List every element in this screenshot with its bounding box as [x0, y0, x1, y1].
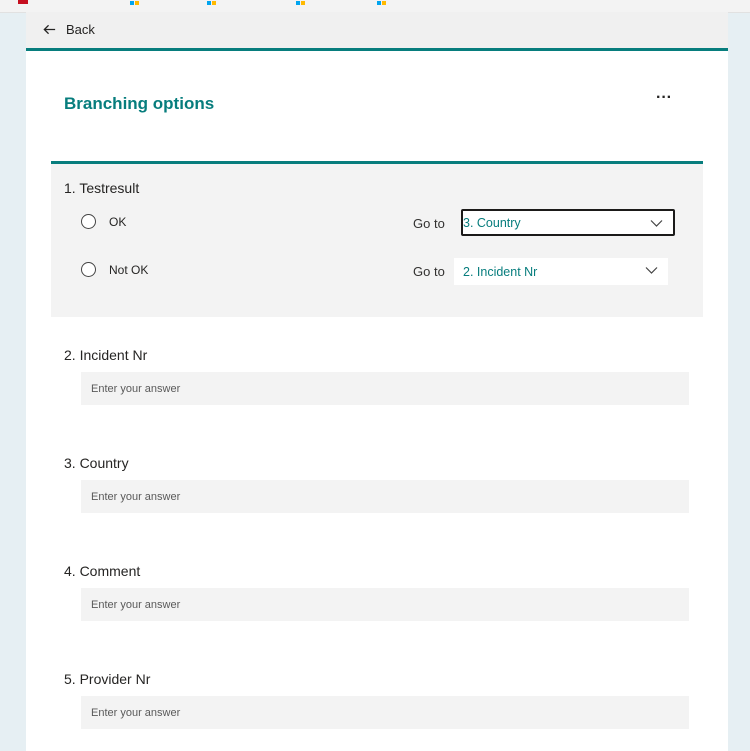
- option-label-not-ok: Not OK: [109, 263, 149, 277]
- arrow-left-icon: [42, 22, 57, 37]
- answer-input-country[interactable]: Enter your answer: [81, 480, 689, 513]
- question-title-country: 3. Country: [64, 455, 129, 471]
- microsoft-icon[interactable]: [130, 0, 140, 6]
- radio-not-ok[interactable]: [81, 262, 96, 277]
- answer-input-comment[interactable]: Enter your answer: [81, 588, 689, 621]
- goto-label: Go to: [413, 216, 445, 231]
- question-title-comment: 4. Comment: [64, 563, 141, 579]
- goto-select-value: 3. Country: [463, 215, 521, 230]
- form-card: [26, 48, 728, 751]
- back-bar: [26, 12, 728, 48]
- option-label-ok: OK: [109, 215, 127, 229]
- radio-ok[interactable]: [81, 214, 96, 229]
- goto-select-value: 2. Incident Nr: [463, 264, 538, 279]
- answer-input-provider-nr[interactable]: Enter your answer: [81, 696, 689, 729]
- goto-label: Go to: [413, 264, 445, 279]
- question-title: 1. Testresult: [64, 180, 140, 196]
- answer-input-incident-nr[interactable]: Enter your answer: [81, 372, 689, 405]
- question-card-testresult: [51, 161, 703, 317]
- question-title-provider-nr: 5. Provider Nr: [64, 671, 151, 687]
- goto-select-not-ok[interactable]: [454, 258, 668, 285]
- microsoft-icon[interactable]: [207, 0, 217, 6]
- goto-select-ok[interactable]: [461, 209, 675, 236]
- back-label: Back: [66, 22, 95, 37]
- page-title: Branching options: [64, 94, 215, 113]
- back-button[interactable]: [42, 22, 95, 37]
- chevron-down-icon: [650, 219, 663, 228]
- microsoft-icon[interactable]: [296, 0, 306, 6]
- question-title-incident-nr: 2. Incident Nr: [64, 347, 148, 363]
- more-options-button[interactable]: ···: [656, 89, 672, 106]
- chevron-down-icon: [645, 266, 658, 275]
- microsoft-icon[interactable]: [377, 0, 387, 6]
- app-icon[interactable]: [18, 0, 28, 4]
